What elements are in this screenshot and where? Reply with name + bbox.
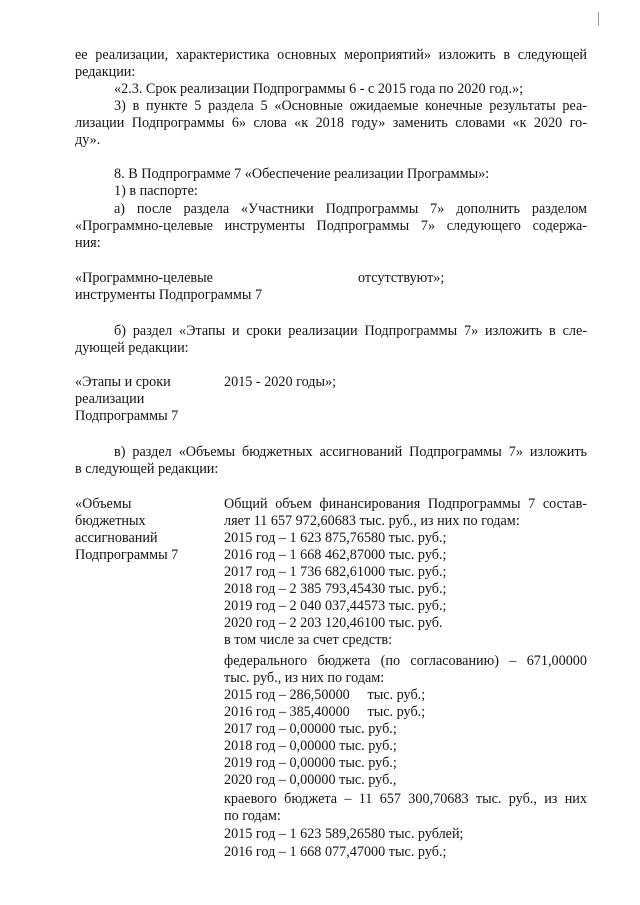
- item-3-line-2: лизации Подпрограммы 6» слова «к 2018 году» заменить словами «к 2020 го-: [75, 115, 587, 131]
- budget-federal-year: 2016 год – 385,40000 тыс. руб.;: [224, 704, 426, 720]
- budget-total-year: 2017 год – 1 736 682,61000 тыс. руб.;: [224, 564, 447, 580]
- budget-label-4: Подпрограммы 7: [75, 547, 179, 563]
- section-8-sub-1: 1) в паспорте:: [114, 183, 198, 199]
- budget-total-year: 2015 год – 1 623 875,76580 тыс. руб.;: [224, 530, 447, 546]
- b-para-line-1: б) раздел «Этапы и сроки реализации Подпрограммы 7» изложить в сле-: [114, 323, 587, 339]
- budget-label-2: бюджетных: [75, 513, 146, 529]
- budget-federal-year: 2015 год – 286,50000 тыс. руб.;: [224, 687, 426, 703]
- budget-total-year: 2020 год – 2 203 120,46100 тыс. руб.: [224, 615, 443, 631]
- b-para-line-2: дующей редакции:: [75, 340, 189, 356]
- intro-line-1: ее реализации, характеристика основных мероприятий» изложить в следующей: [75, 47, 587, 63]
- prog-tools-label-2: инструменты Подпрограммы 7: [75, 287, 263, 303]
- budget-total-line-2: ляет 11 657 972,60683 тыс. руб., из них по годам:: [224, 513, 520, 529]
- section-8-a-line-2: «Программно-целевые инструменты Подпрограммы 7» следующего содержа-: [75, 218, 587, 234]
- intro-line-2: редакции:: [75, 64, 136, 80]
- budget-label-1: «Объемы: [75, 496, 132, 512]
- item-3-line-1: 3) в пункте 5 раздела 5 «Основные ожидаемые конечные результаты реа-: [114, 98, 587, 114]
- scan-mark: [598, 12, 599, 26]
- prog-tools-label-1: «Программно-целевые: [75, 270, 213, 286]
- budget-total-line-1: Общий объем финансирования Подпрограммы 7 состав-: [224, 496, 587, 512]
- stages-label-2: реализации: [75, 391, 145, 407]
- item-3-line-3: ду».: [75, 132, 101, 148]
- budget-incl: в том числе за счет средств:: [224, 632, 393, 648]
- budget-federal-year: 2020 год – 0,00000 тыс. руб.,: [224, 772, 397, 788]
- budget-regional-year: 2016 год – 1 668 077,47000 тыс. руб.;: [224, 844, 447, 860]
- stages-label-3: Подпрограммы 7: [75, 408, 179, 424]
- budget-total-year: 2016 год – 1 668 462,87000 тыс. руб.;: [224, 547, 447, 563]
- section-8-heading: 8. В Подпрограмме 7 «Обеспечение реализации Программы»:: [114, 166, 490, 182]
- budget-total-year: 2018 год – 2 385 793,45430 тыс. руб.;: [224, 581, 447, 597]
- budget-federal-line-1: федерального бюджета (по согласованию) – 671,00000: [224, 653, 587, 669]
- budget-regional-line-1: краевого бюджета – 11 657 300,70683 тыс. руб., из них: [224, 791, 587, 807]
- budget-regional-line-2: по годам:: [224, 808, 281, 824]
- section-8-a-line-1: а) после раздела «Участники Подпрограммы 7» дополнить разделом: [114, 201, 587, 217]
- budget-federal-year: 2019 год – 0,00000 тыс. руб.;: [224, 755, 397, 771]
- stages-label-1: «Этапы и сроки: [75, 374, 171, 390]
- budget-regional-year: 2015 год – 1 623 589,26580 тыс. рублей;: [224, 826, 464, 842]
- budget-label-3: ассигнований: [75, 530, 158, 546]
- budget-federal-year: 2017 год – 0,00000 тыс. руб.;: [224, 721, 397, 737]
- section-8-a-line-3: ния:: [75, 235, 101, 251]
- prog-tools-value: отсутствуют»;: [358, 270, 445, 286]
- budget-federal-line-2: тыс. руб., из них по годам:: [224, 670, 385, 686]
- item-2-3: «2.3. Срок реализации Подпрограммы 6 - с 2015 года по 2020 год.»;: [114, 81, 524, 97]
- budget-total-year: 2019 год – 2 040 037,44573 тыс. руб.;: [224, 598, 447, 614]
- stages-value: 2015 - 2020 годы»;: [224, 374, 337, 390]
- v-para-line-1: в) раздел «Объемы бюджетных ассигнований Подпрограммы 7» изложить: [114, 444, 587, 460]
- v-para-line-2: в следующей редакции:: [75, 461, 219, 477]
- budget-federal-year: 2018 год – 0,00000 тыс. руб.;: [224, 738, 397, 754]
